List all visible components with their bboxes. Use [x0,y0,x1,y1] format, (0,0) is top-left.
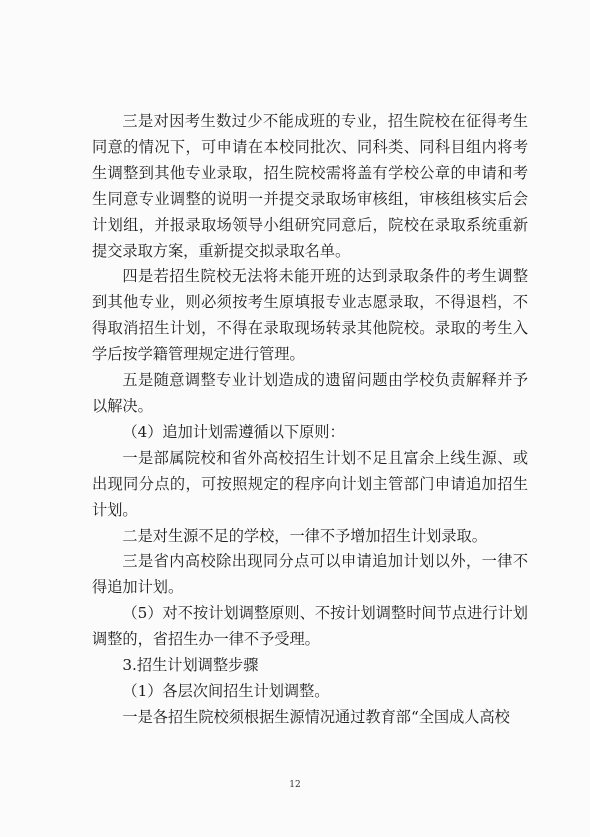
paragraph-step-one: 一是各招生院校须根据生源情况通过教育部“全国成人高校 [122,707,510,726]
paragraph-principle-one: 一是部属院校和省外高校招生计划不足且富余上线生源、或出现同分点的，可按照规定的程序向计划主管部门申请追加招生计划。 [92,448,528,519]
document-body [92,109,528,731]
heading-level-adjustment: （1）各层次间招生计划调整。 [122,681,330,700]
heading-additional-plan-principles: （4）追加计划需遵循以下原则： [122,422,345,441]
paragraph-leftover-issues: 五是随意调整专业计划造成的遗留问题由学校负责解释并予以解决。 [92,371,528,415]
paragraph-not-accepted: （5）对不按计划调整原则、不按计划调整时间节点进行计划调整的，省招生办一律不予受理。 [92,604,528,649]
paragraph-principle-two: 二是对生源不足的学校，一律不予增加招生计划录取。 [122,526,487,545]
heading-adjustment-steps: 3.招生计划调整步骤 [122,656,259,675]
page-number: 12 [289,780,301,790]
paragraph-adjust-major: 三是对因考生数过少不能成班的专业，招生院校在征得考生同意的情况下，可申请在本校同批次、同科类、同科目组内将考生调整到其他专业录取，招生院校需将盖有学校公章的申请和考生同意专业调整的说明一并提交录取场审核组，审核组核实后会计划组，并报录取场领导小组研究同意后，院校在录取系统重新提交录取方案，重新提交拟录取名单。 [92,112,528,260]
paragraph-principle-three: 三是省内高校除出现同分点可以申请追加计划以外，一律不得追加计划。 [92,552,528,597]
paragraph-unable-open-class: 四是若招生院校无法将未能开班的达到录取条件的考生调整到其他专业，则必须按考生原填报专业志愿录取，不得退档，不得取消招生计划，不得在录取现场转录其他院校。录取的考生入学后按学籍管理规定进行管理。 [92,267,528,364]
